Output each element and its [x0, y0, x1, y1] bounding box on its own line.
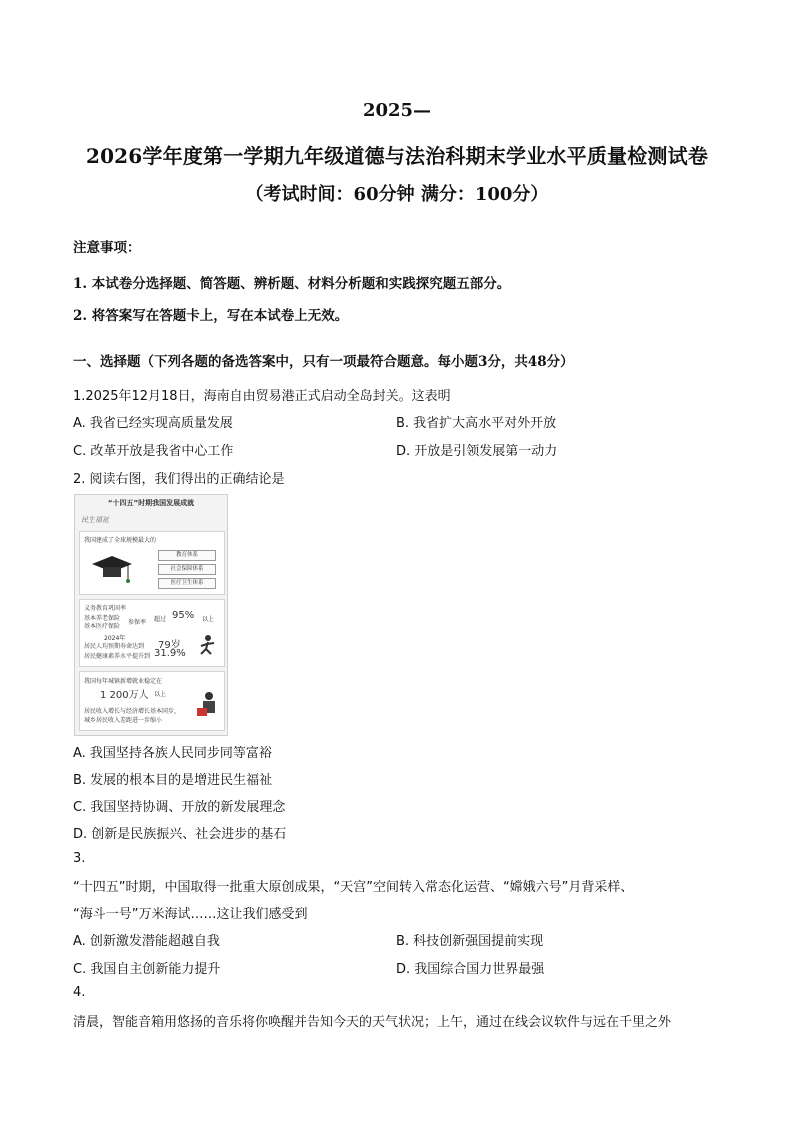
figure-tag-healthcare: 医疗卫生体系 [158, 578, 216, 589]
graduation-cap-icon [92, 552, 132, 586]
figure-employment-value: 1 200万人 [100, 690, 149, 701]
figure-life-expectancy: 79岁 [158, 640, 181, 651]
question-3-number: 3. [73, 851, 86, 866]
figure-tag-education: 教育体系 [158, 550, 216, 561]
worker-icon [196, 690, 222, 718]
question-3-stem-line-2: “海斗一号”万米海试……这让我们感受到 [73, 907, 308, 922]
figure-text: 城乡居民收入差距进一步缩小 [84, 717, 163, 724]
figure-doodle: 民生福祉 [81, 516, 109, 524]
question-4-number: 4. [73, 985, 86, 1000]
q1-option-c: C. 改革开放是我省中心工作 [73, 444, 234, 459]
figure-text: 居民人均预期寿命达到 [84, 643, 145, 650]
figure-text: 以上 [154, 691, 167, 698]
figure-text: 基本养老保险 [84, 615, 121, 622]
figure-block-systems [79, 531, 225, 595]
question-4-stem-line-1: 清晨，智能音箱用悠扬的音乐将你唤醒并告知今天的天气状况；上午，通过在线会议软件与远在千里之外 [73, 1015, 672, 1030]
q2-option-a: A. 我国坚持各族人民同步同等富裕 [73, 746, 272, 761]
title-line-1: 2025— [362, 100, 432, 121]
figure-health-literacy: 31.9% [154, 648, 186, 659]
figure-text: 参保率 [128, 619, 147, 626]
figure-block1-caption: 我国建成了全球规模最大的 [84, 537, 157, 544]
figure-text: 我国每年城镇新增就业稳定在 [84, 678, 163, 685]
q2-option-b: B. 发展的根本目的是增进民生福祉 [73, 773, 273, 788]
q1-option-b: B. 我省扩大高水平对外开放 [396, 416, 557, 431]
figure-text: 居民健康素养水平提升到 [84, 653, 151, 660]
question-2-stem: 2. 阅读右图，我们得出的正确结论是 [73, 472, 285, 487]
figure-text: 义务教育巩固率 [84, 605, 127, 612]
title-line-2: 2026学年度第一学期九年级道德与法治科期末学业水平质量检测试卷 [85, 144, 709, 168]
q1-option-a: A. 我省已经实现高质量发展 [73, 416, 233, 431]
notes-item-2: 2. 将答案写在答题卡上，写在本试卷上无效。 [73, 308, 349, 324]
figure-text: 2024年 [104, 635, 126, 642]
question-1-stem: 1.2025年12月18日，海南自由贸易港正式启动全岛封关。这表明 [73, 389, 451, 404]
title-line-3: （考试时间：60分钟 满分：100分） [245, 184, 549, 205]
q3-option-c: C. 我国自主创新能力提升 [73, 962, 221, 977]
q1-option-d: D. 开放是引领发展第一动力 [396, 444, 558, 459]
section-1-heading: 一、选择题（下列各题的备选答案中，只有一项最符合题意。每小题3分，共48分） [73, 354, 574, 370]
figure-text: 以上 [202, 616, 215, 623]
q3-option-a: A. 创新激发潜能超越自我 [73, 934, 220, 949]
figure-block-health [79, 599, 225, 667]
figure-block-employment [79, 671, 225, 731]
figure-text: 基本医疗保险 [84, 623, 121, 630]
notes-item-1: 1. 本试卷分选择题、简答题、辨析题、材料分析题和实践探究题五部分。 [73, 276, 511, 292]
question-3-stem-line-1: “十四五”时期，中国取得一批重大原创成果，“天宫”空间转入常态化运营、“嫦娥六号”月背采样、 [73, 880, 634, 895]
figure-header: “十四五”时期我国发展成就 [107, 499, 195, 507]
q3-option-d: D. 我国综合国力世界最强 [396, 962, 545, 977]
q3-option-b: B. 科技创新强国提前实现 [396, 934, 544, 949]
notes-heading: 注意事项： [73, 240, 141, 256]
figure-tag-social-security: 社会保障体系 [158, 564, 216, 575]
q2-option-c: C. 我国坚持协调、开放的新发展理念 [73, 800, 286, 815]
figure-coverage-value: 95% [172, 610, 195, 621]
figure-text: 超过 [154, 616, 167, 623]
infographic-figure [74, 494, 228, 736]
figure-text: 居民收入增长与经济增长基本同步， [84, 708, 181, 715]
runner-icon [196, 634, 220, 658]
q2-option-d: D. 创新是民族振兴、社会进步的基石 [73, 827, 287, 842]
